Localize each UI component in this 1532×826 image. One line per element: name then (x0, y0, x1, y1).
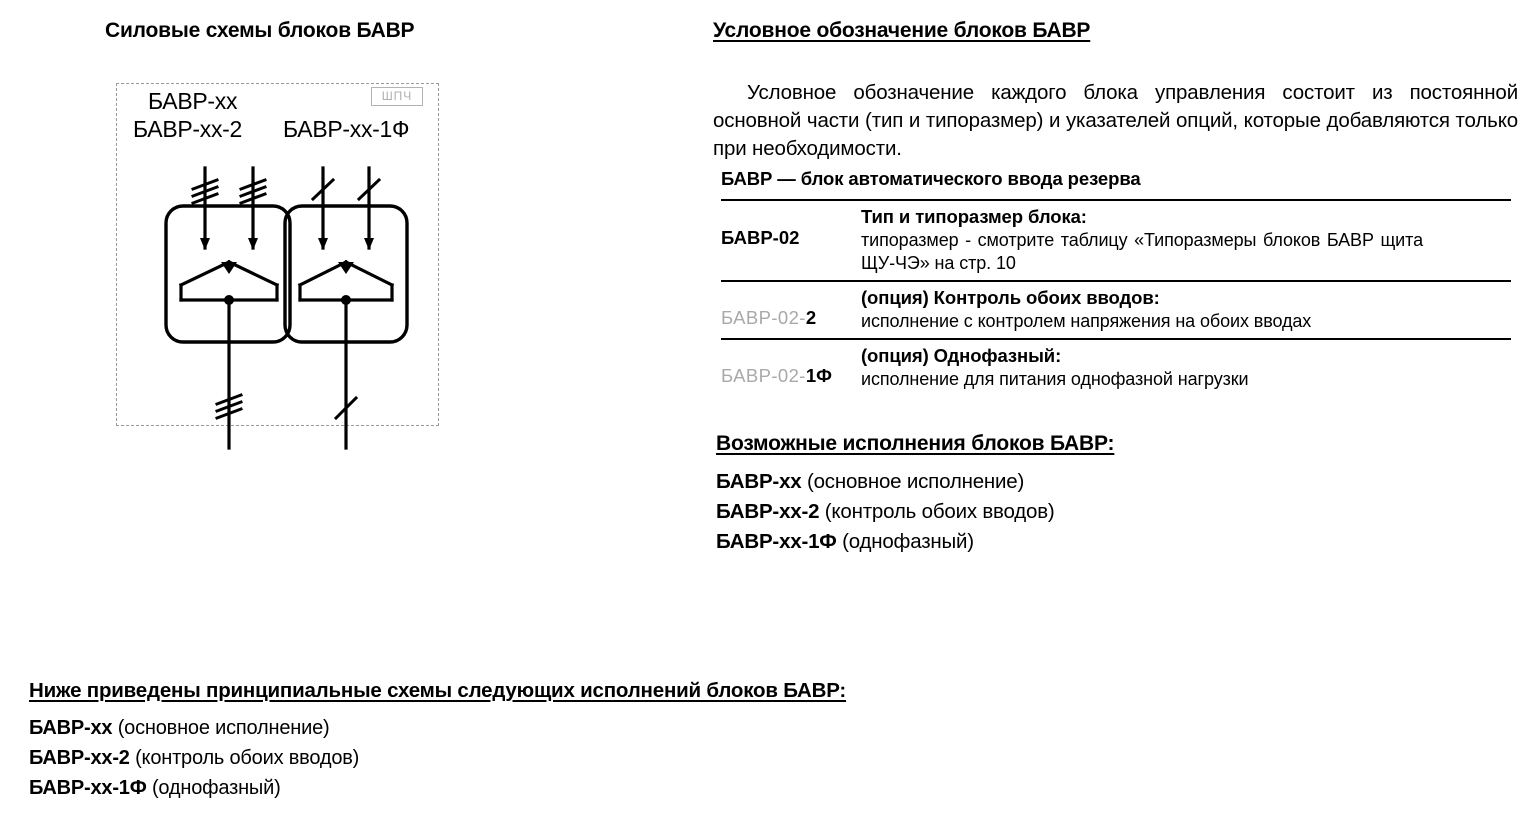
schematic-label-bavr-xx: БАВР-хх (148, 88, 238, 114)
variants-block (716, 432, 1316, 557)
row-code-base-text: БАВР-02- (721, 365, 806, 386)
row-code-suffix: 2 (805, 307, 817, 328)
power-schematics-section (0, 0, 700, 660)
variant-description: (основное исполнение) (801, 470, 1025, 493)
designation-table (721, 168, 1511, 396)
designation-heading: Условное обозначение блоков БАВР (713, 19, 1091, 42)
schematic-label-bavr-xx-1f: БАВР-хх-1Ф (283, 116, 410, 142)
row-title: (опция) Однофазный: (861, 345, 1062, 366)
variant-item (716, 497, 1316, 527)
scheme-item (29, 713, 1129, 743)
schematics-heading: Силовые схемы блоков БАВР (105, 19, 415, 42)
cabinet-tag-label: ШПЧ (371, 87, 423, 106)
variant-code: БАВР-хх-2 (716, 500, 820, 523)
row-body: исполнение с контролем напряжения на обоих вводах (861, 311, 1312, 331)
variant-item (716, 467, 1316, 497)
row-code-base: БАВР-02 (721, 227, 800, 248)
intro-paragraph: Условное обозначение каждого блока управления состоит из постоянной основной части (тип и типоразмер) и указателей опций, которые добавляются только при необходимости. (713, 80, 1518, 160)
row-title: (опция) Контроль обоих вводов: (861, 287, 1160, 308)
scheme-description: (контроль обоих вводов) (129, 747, 360, 769)
variant-code: БАВР-хх (716, 470, 802, 493)
variant-item (716, 527, 1316, 557)
following-schemes-heading: Ниже приведены принципиальные схемы следующих исполнений блоков БАВР: (29, 679, 847, 702)
row-code-suffix: 1Ф (805, 365, 832, 386)
scheme-item (29, 773, 1129, 803)
scheme-code: БАВР-хх (29, 717, 113, 739)
scheme-code: БАВР-хх-2 (29, 747, 130, 769)
row-body: исполнение для питания однофазной нагрузки (861, 369, 1249, 389)
row-description (861, 344, 1511, 391)
row-code-base-text: БАВР-02- (721, 307, 806, 328)
scheme-code: БАВР-хх-1Ф (29, 777, 147, 799)
row-code-option (721, 344, 861, 387)
variant-description: (контроль обоих вводов) (819, 500, 1055, 523)
row-code-option (721, 286, 861, 329)
variant-code: БАВР-хх-1Ф (716, 530, 837, 553)
schematic-label-bavr-xx-2: БАВР-хх-2 (133, 116, 243, 142)
row-description (861, 286, 1511, 333)
row-body: типоразмер - смотрите таблицу «Типоразмеры блоков БАВР щита ЩУ-ЧЭ» на стр. 10 (861, 230, 1423, 273)
scheme-item (29, 743, 1129, 773)
table-row (721, 280, 1511, 338)
variant-description: (однофазный) (836, 530, 974, 553)
variants-heading: Возможные исполнения блоков БАВР: (716, 432, 1115, 455)
table-row (721, 338, 1511, 396)
following-schemes-block (29, 679, 1129, 803)
scheme-description: (основное исполнение) (112, 717, 330, 739)
table-caption: БАВР — блок автоматического ввода резерва (721, 168, 1141, 189)
row-description (861, 205, 1511, 275)
row-title: Тип и типоразмер блока: (861, 206, 1087, 227)
table-row (721, 199, 1511, 280)
scheme-description: (однофазный) (146, 777, 281, 799)
